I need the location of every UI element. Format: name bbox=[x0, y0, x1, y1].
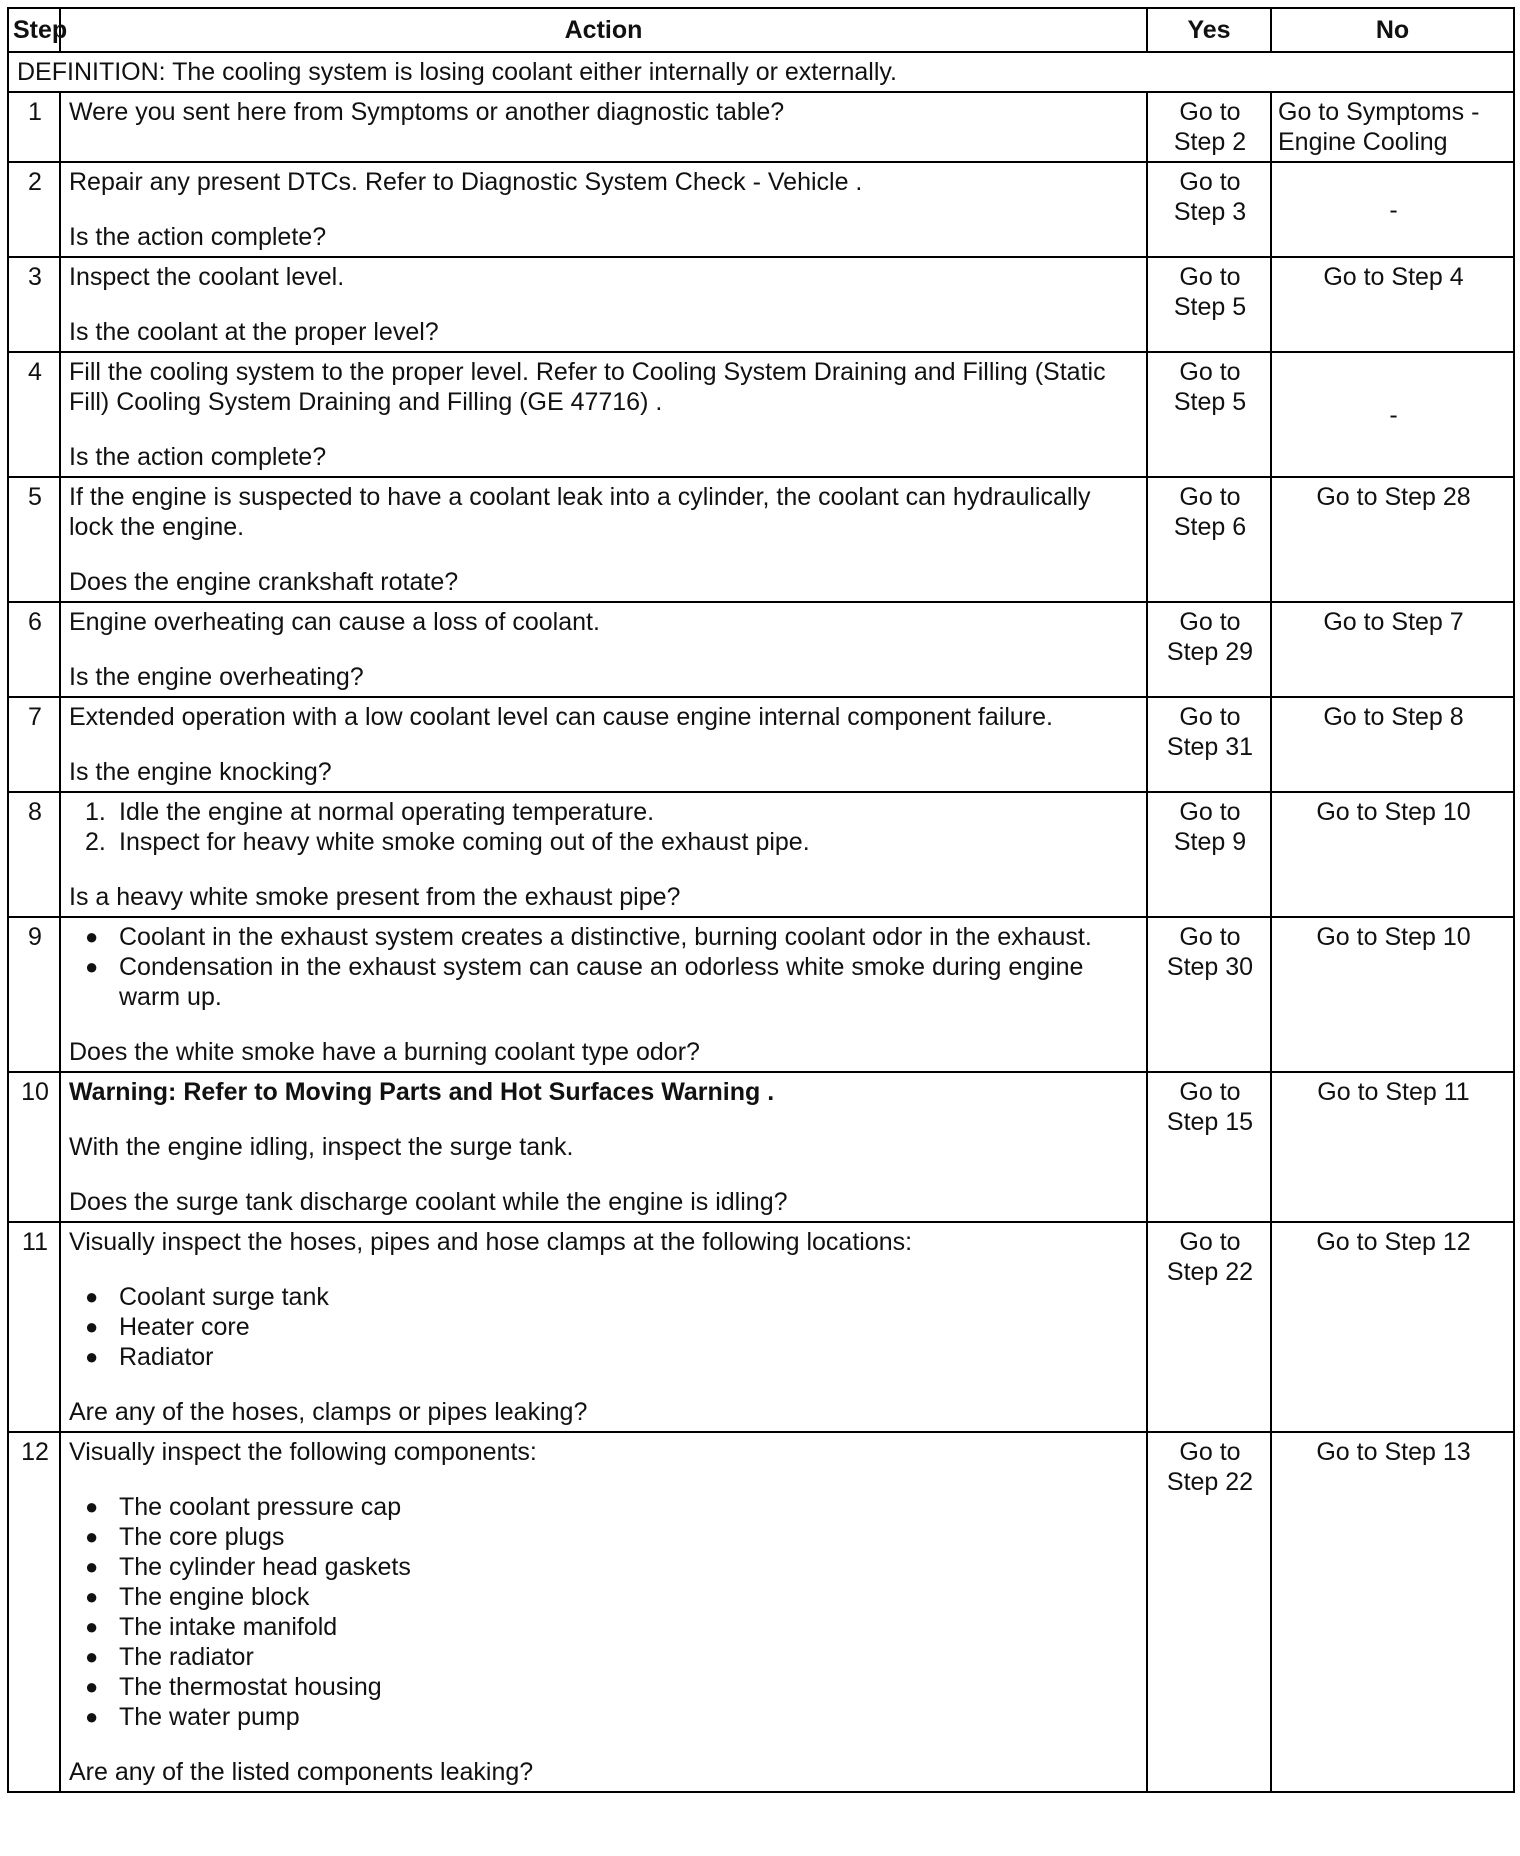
action-cell bbox=[60, 92, 1147, 162]
table-row bbox=[8, 1222, 1514, 1432]
bullet-icon: ● bbox=[85, 1614, 99, 1639]
no-cell bbox=[1271, 92, 1514, 162]
action-question: Is the action complete? bbox=[69, 443, 327, 471]
list-item bbox=[69, 1582, 1140, 1612]
action-cell bbox=[60, 792, 1147, 917]
list-item: 1. Idle the engine at normal operating temperature. bbox=[85, 798, 655, 826]
step-number: 9 bbox=[8, 917, 60, 1072]
no-cell: Go to Step 10 bbox=[1271, 917, 1514, 1072]
table-row bbox=[8, 257, 1514, 352]
list-item bbox=[69, 1702, 1140, 1732]
bullet-icon: ● bbox=[85, 1584, 99, 1609]
no-cell: Go to Step 12 bbox=[1271, 1222, 1514, 1432]
no-goto: Go to Symptoms - bbox=[1278, 98, 1480, 126]
step-number: 12 bbox=[8, 1432, 60, 1792]
yes-goto: Go to bbox=[1179, 798, 1241, 826]
list-item bbox=[69, 1672, 1140, 1702]
action-question: Does the surge tank discharge coolant while the engine is idling? bbox=[69, 1188, 788, 1216]
document-page bbox=[7, 7, 1513, 1793]
step-number: 1 bbox=[8, 92, 60, 162]
table-row bbox=[8, 162, 1514, 257]
yes-cell bbox=[1147, 477, 1271, 602]
action-question: Were you sent here from Symptoms or another diagnostic table? bbox=[69, 98, 785, 126]
yes-step: Step 5 bbox=[1173, 388, 1247, 416]
yes-cell bbox=[1147, 1432, 1271, 1792]
bullet-icon: ● bbox=[85, 1704, 99, 1729]
list-item-text: The thermostat housing bbox=[119, 1673, 382, 1701]
no-cell: Go to Step 7 bbox=[1271, 602, 1514, 697]
action-text: Visually inspect the hoses, pipes and hose clamps at the following locations: bbox=[69, 1228, 913, 1256]
action-question: Does the white smoke have a burning coolant type odor? bbox=[69, 1038, 700, 1066]
action-cell bbox=[60, 162, 1147, 257]
list-item-text: The water pump bbox=[119, 1703, 300, 1731]
list-item: 2. Inspect for heavy white smoke coming out of the exhaust pipe. bbox=[85, 828, 810, 856]
definition-row bbox=[8, 52, 1514, 92]
yes-step: Step 22 bbox=[1166, 1468, 1254, 1496]
bullet-icon: ● bbox=[85, 1494, 99, 1519]
action-text: With the engine idling, inspect the surge tank. bbox=[69, 1133, 574, 1161]
action-cell bbox=[60, 917, 1147, 1072]
no-cell: Go to Step 11 bbox=[1271, 1072, 1514, 1222]
bullet-icon: ● bbox=[85, 1344, 99, 1369]
bullet-icon: ● bbox=[85, 1314, 99, 1339]
yes-cell bbox=[1147, 697, 1271, 792]
action-question: Is the engine knocking? bbox=[69, 758, 332, 786]
action-cell bbox=[60, 352, 1147, 477]
list-item bbox=[69, 952, 1140, 1012]
action-question: Are any of the hoses, clamps or pipes leaking? bbox=[69, 1398, 588, 1426]
list-item-text: The intake manifold bbox=[119, 1613, 338, 1641]
action-cell bbox=[60, 257, 1147, 352]
numbered-list bbox=[69, 797, 1140, 857]
table-row bbox=[8, 697, 1514, 792]
step-number: 8 bbox=[8, 792, 60, 917]
step-number: 2 bbox=[8, 162, 60, 257]
yes-goto: Go to bbox=[1179, 168, 1241, 196]
list-item bbox=[69, 1282, 1140, 1312]
action-text: Visually inspect the following components: bbox=[69, 1438, 537, 1466]
step-number: 7 bbox=[8, 697, 60, 792]
header-row bbox=[8, 8, 1514, 52]
yes-step: Step 30 bbox=[1166, 953, 1254, 981]
list-item bbox=[69, 1342, 1140, 1372]
bullet-icon: ● bbox=[85, 954, 99, 979]
action-text: Inspect the coolant level. bbox=[69, 263, 345, 291]
list-item-text: The core plugs bbox=[119, 1523, 285, 1551]
bullet-icon: ● bbox=[85, 924, 99, 949]
yes-cell bbox=[1147, 257, 1271, 352]
list-item bbox=[69, 1312, 1140, 1342]
action-question: Is a heavy white smoke present from the exhaust pipe? bbox=[69, 883, 681, 911]
bullet-list bbox=[69, 922, 1140, 1012]
list-item bbox=[69, 1552, 1140, 1582]
no-cell: Go to Step 8 bbox=[1271, 697, 1514, 792]
table-row bbox=[8, 92, 1514, 162]
table-row bbox=[8, 1072, 1514, 1222]
no-cell: Go to Step 28 bbox=[1271, 477, 1514, 602]
action-text: Repair any present DTCs. Refer to Diagnostic System Check - Vehicle . bbox=[69, 168, 863, 196]
yes-goto: Go to bbox=[1179, 358, 1241, 386]
list-item bbox=[69, 1642, 1140, 1672]
yes-cell bbox=[1147, 917, 1271, 1072]
bullet-list bbox=[69, 1492, 1140, 1732]
yes-cell bbox=[1147, 92, 1271, 162]
action-text: If the engine is suspected to have a coolant leak into a cylinder, the coolant can hydraulically lock the engine. bbox=[69, 483, 1091, 541]
yes-cell bbox=[1147, 1072, 1271, 1222]
step-number: 3 bbox=[8, 257, 60, 352]
no-cell: - bbox=[1271, 352, 1514, 477]
yes-step: Step 15 bbox=[1166, 1108, 1254, 1136]
table-row bbox=[8, 602, 1514, 697]
table-row bbox=[8, 477, 1514, 602]
action-cell bbox=[60, 477, 1147, 602]
action-cell bbox=[60, 1222, 1147, 1432]
list-item-text: Idle the engine at normal operating temperature. bbox=[119, 798, 655, 826]
step-number: 5 bbox=[8, 477, 60, 602]
yes-cell bbox=[1147, 352, 1271, 477]
yes-goto: Go to bbox=[1179, 608, 1241, 636]
action-question: Is the coolant at the proper level? bbox=[69, 318, 439, 346]
yes-goto: Go to bbox=[1179, 483, 1241, 511]
yes-goto: Go to bbox=[1179, 1438, 1241, 1466]
list-item-text: Coolant surge tank bbox=[119, 1283, 329, 1311]
list-item-text: The coolant pressure cap bbox=[119, 1493, 402, 1521]
list-item-text: Heater core bbox=[119, 1313, 250, 1341]
list-item bbox=[69, 1492, 1140, 1522]
action-cell bbox=[60, 1432, 1147, 1792]
step-number: 4 bbox=[8, 352, 60, 477]
definition-text: DEFINITION: The cooling system is losing coolant either internally or externally. bbox=[8, 52, 1514, 92]
yes-step: Step 31 bbox=[1166, 733, 1254, 761]
list-item-text: The engine block bbox=[119, 1583, 310, 1611]
action-text: Engine overheating can cause a loss of coolant. bbox=[69, 608, 600, 636]
bullet-icon: ● bbox=[85, 1674, 99, 1699]
action-cell bbox=[60, 602, 1147, 697]
list-item-text: Inspect for heavy white smoke coming out of the exhaust pipe. bbox=[119, 828, 810, 856]
action-question: Are any of the listed components leaking? bbox=[69, 1758, 534, 1786]
yes-step: Step 22 bbox=[1166, 1258, 1254, 1286]
header-action: Action bbox=[60, 8, 1147, 52]
bullet-icon: ● bbox=[85, 1644, 99, 1669]
action-question: Is the action complete? bbox=[69, 223, 327, 251]
action-text: Extended operation with a low coolant level can cause engine internal component failure. bbox=[69, 703, 1053, 731]
table-row bbox=[8, 792, 1514, 917]
bullet-icon: ● bbox=[85, 1554, 99, 1579]
yes-goto: Go to bbox=[1179, 703, 1241, 731]
list-item-text: Coolant in the exhaust system creates a distinctive, burning coolant odor in the exhaust. bbox=[119, 923, 1092, 951]
yes-cell bbox=[1147, 1222, 1271, 1432]
step-number: 6 bbox=[8, 602, 60, 697]
header-yes: Yes bbox=[1147, 8, 1271, 52]
yes-step: Step 29 bbox=[1166, 638, 1254, 666]
table-row bbox=[8, 1432, 1514, 1792]
bullet-icon: ● bbox=[85, 1284, 99, 1309]
header-no: No bbox=[1271, 8, 1514, 52]
list-item bbox=[69, 922, 1140, 952]
list-item-text: Condensation in the exhaust system can cause an odorless white smoke during engine warm up. bbox=[119, 953, 1084, 1011]
table-row bbox=[8, 352, 1514, 477]
no-target: Engine Cooling bbox=[1278, 128, 1448, 156]
list-item bbox=[69, 1522, 1140, 1552]
action-text: Fill the cooling system to the proper level. Refer to Cooling System Draining and Filling (Static Fill) Cooling System Draining and Filling (GE 47716) . bbox=[69, 358, 1106, 416]
list-item-text: The radiator bbox=[119, 1643, 254, 1671]
no-cell: Go to Step 10 bbox=[1271, 792, 1514, 917]
bullet-icon: ● bbox=[85, 1524, 99, 1549]
yes-goto: Go to bbox=[1179, 98, 1241, 126]
yes-step: Step 9 bbox=[1173, 828, 1247, 856]
list-item-text: Radiator bbox=[119, 1343, 214, 1371]
yes-step: Step 6 bbox=[1173, 513, 1247, 541]
yes-goto: Go to bbox=[1179, 923, 1241, 951]
no-cell: Go to Step 13 bbox=[1271, 1432, 1514, 1792]
action-cell bbox=[60, 1072, 1147, 1222]
table-row bbox=[8, 917, 1514, 1072]
yes-cell bbox=[1147, 162, 1271, 257]
yes-cell bbox=[1147, 602, 1271, 697]
action-cell bbox=[60, 697, 1147, 792]
no-cell: - bbox=[1271, 162, 1514, 257]
diagnostic-table bbox=[7, 7, 1515, 1793]
list-item bbox=[69, 1612, 1140, 1642]
yes-goto: Go to bbox=[1179, 1228, 1241, 1256]
action-question: Is the engine overheating? bbox=[69, 663, 364, 691]
no-cell: Go to Step 4 bbox=[1271, 257, 1514, 352]
action-question: Does the engine crankshaft rotate? bbox=[69, 568, 459, 596]
header-step: Step bbox=[8, 8, 60, 52]
yes-step: Step 2 bbox=[1173, 128, 1247, 156]
yes-step: Step 5 bbox=[1173, 293, 1247, 321]
bullet-list bbox=[69, 1282, 1140, 1372]
list-item-text: The cylinder head gaskets bbox=[119, 1553, 411, 1581]
warning-text: Warning: Refer to Moving Parts and Hot Surfaces Warning . bbox=[69, 1078, 775, 1106]
step-number: 11 bbox=[8, 1222, 60, 1432]
yes-step: Step 3 bbox=[1173, 198, 1247, 226]
yes-goto: Go to bbox=[1179, 263, 1241, 291]
yes-goto: Go to bbox=[1179, 1078, 1241, 1106]
step-number: 10 bbox=[8, 1072, 60, 1222]
yes-cell bbox=[1147, 792, 1271, 917]
